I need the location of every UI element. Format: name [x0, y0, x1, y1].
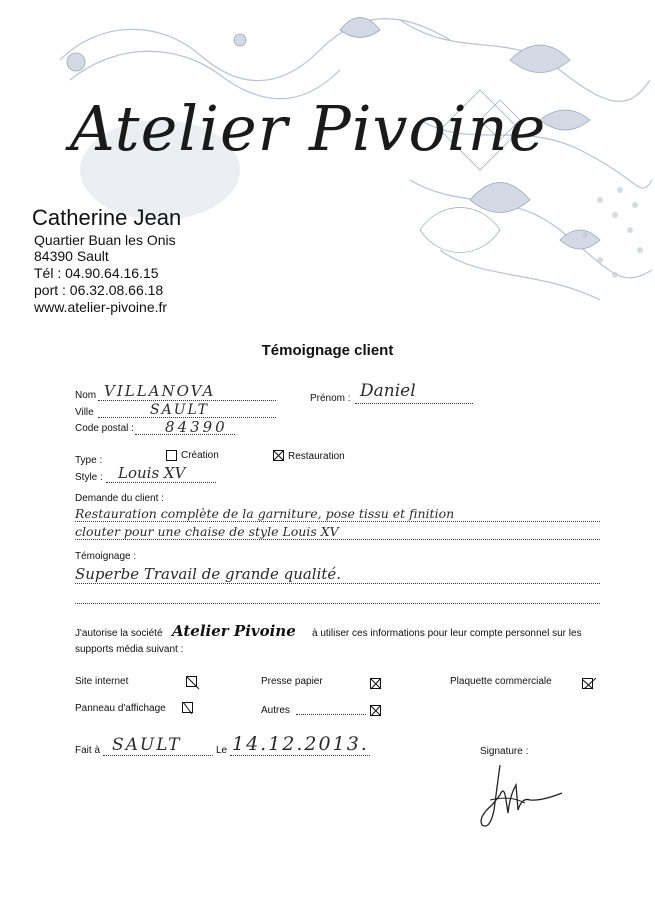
prenom-line	[355, 403, 473, 404]
creation-label: Création	[181, 450, 219, 461]
address-line-2: 84390 Sault	[34, 248, 109, 264]
consent-brand: Atelier Pivoine	[172, 622, 296, 640]
nom-line	[98, 400, 276, 401]
fait-label: Fait à	[75, 745, 101, 756]
style-field[interactable]: Louis XV	[118, 464, 186, 482]
consent-prefix: J'autorise la société	[75, 628, 163, 639]
ville-label: Ville	[75, 407, 94, 418]
demande-field-line-2[interactable]: clouter pour une chaise de style Louis XV	[75, 524, 339, 539]
demande-line-1	[75, 521, 600, 522]
temoignage-field[interactable]: Superbe Travail de grande qualité.	[75, 565, 342, 583]
media-autres-label: Autres	[261, 705, 290, 716]
check-cross-icon	[370, 678, 384, 692]
code-postal-field[interactable]: 84390	[165, 418, 228, 436]
demande-field-line-1[interactable]: Restauration complète de la garniture, pose tissu et finition	[75, 506, 455, 521]
style-line	[106, 482, 216, 483]
nom-field[interactable]: VILLANOVA	[104, 382, 216, 400]
restauration-label: Restauration	[288, 451, 345, 462]
check-cross-icon	[370, 705, 384, 719]
type-label: Type :	[75, 455, 103, 466]
prenom-field[interactable]: Daniel	[360, 381, 416, 401]
date-field[interactable]: 14.12.2013.	[232, 733, 369, 755]
temoignage-line-1	[75, 583, 600, 584]
media-panneau-label: Panneau d'affichage	[75, 703, 166, 714]
media-plaquette-checkbox[interactable]	[582, 678, 593, 689]
prenom-label: Prénom :	[310, 393, 351, 404]
media-autres-checkbox[interactable]	[370, 705, 381, 716]
autres-line	[296, 714, 366, 715]
fait-line	[103, 755, 213, 756]
ville-field[interactable]: SAULT	[150, 402, 209, 418]
check-slash-icon	[182, 702, 196, 716]
contact-name: Catherine Jean	[32, 205, 182, 230]
media-plaquette-label: Plaquette commerciale	[450, 676, 552, 687]
check-slash-icon	[186, 676, 200, 690]
code-postal-label: Code postal :	[75, 423, 134, 434]
brand-logo: Atelier Pivoine	[70, 92, 547, 165]
consent-line-2: supports média suivant :	[75, 644, 184, 655]
phone-port: port : 06.32.08.66.18	[34, 282, 164, 298]
website-link[interactable]: www.atelier-pivoine.fr	[34, 299, 168, 315]
demande-line-2	[75, 539, 600, 540]
temoignage-line-2	[75, 603, 600, 604]
media-panneau-checkbox[interactable]	[182, 702, 193, 713]
date-line	[230, 755, 370, 756]
temoignage-label: Témoignage :	[75, 551, 137, 562]
signature-mark	[470, 755, 570, 835]
check-cross-icon	[582, 678, 598, 694]
media-site-internet-checkbox[interactable]	[186, 676, 197, 687]
creation-checkbox[interactable]	[166, 450, 177, 461]
media-presse-papier-checkbox[interactable]	[370, 678, 381, 689]
restauration-checkbox[interactable]	[273, 450, 284, 461]
consent-suffix: à utiliser ces informations pour leur compte personnel sur les	[312, 628, 582, 639]
style-label: Style :	[75, 472, 103, 483]
media-site-internet-label: Site internet	[75, 676, 129, 687]
nom-label: Nom	[75, 390, 97, 401]
demande-label: Demande du client :	[75, 493, 164, 504]
phone-tel: Tél : 04.90.64.16.15	[34, 265, 159, 281]
page-title: Témoignage client	[261, 342, 394, 359]
fait-field[interactable]: SAULT	[112, 735, 182, 755]
address-line-1: Quartier Buan les Onis	[34, 232, 176, 248]
signature-label: Signature :	[480, 746, 529, 757]
le-label: Le	[216, 745, 228, 756]
media-presse-papier-label: Presse papier	[261, 676, 323, 687]
check-cross-icon	[273, 450, 284, 461]
